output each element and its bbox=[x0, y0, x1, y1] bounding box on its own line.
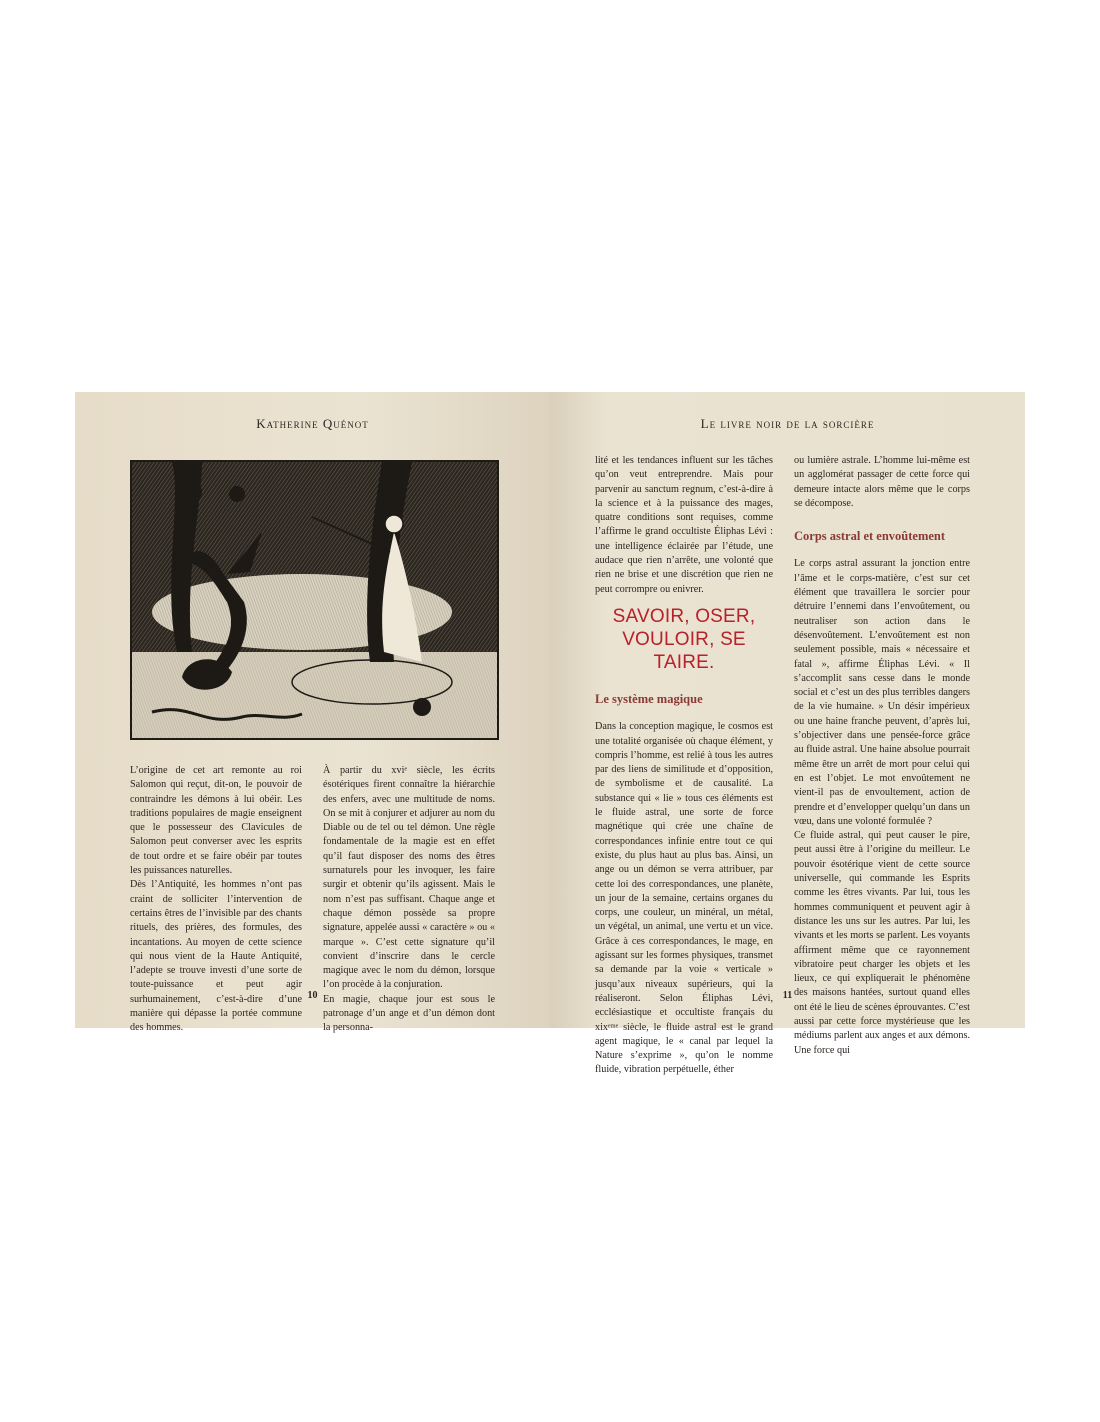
woodcut-witch-demons-icon bbox=[132, 462, 497, 738]
paragraph: ou lumière astrale. L’homme lui-même est un agglomérat passager de cette force qui demeure intacte alors même que le corps se décompose. bbox=[794, 455, 970, 509]
left-page bbox=[75, 392, 550, 1034]
paragraph: Le corps astral assurant la jonction entre l’âme et le corps-matière, c’est sur cet élément que travaillera le sorcier pour détruire l’ennemi dans l’envoûtement, ou neutraliser son action dans le désenvoûtement. L’envoûtement est non seulement possible, mais « nécessaire et fatal », affirme Éliphas Lévi. « Il s’accomplit sans cesse dans le monde social et c’est un des plus terribles dangers de la vie humaine. » Un désir impérieux ou une haine franche peuvent, d’après lui, s’objectiver dans une pensée-force grâce au fluide astral. Une haine absolue pourrait même être un arrêt de mort pour celui qui en est l’objet. Le mot envoûtement ne vient-il pas de envoultement, action de prendre et d’envelopper quelqu’un dans un vœu, dans une volonté formulée ? bbox=[794, 558, 970, 827]
paragraph: lité et les tendances influent sur les tâches qu’on veut entreprendre. Mais pour parvenir au sanctum regnum, c’est-à-dire à la science et à la puissance des mages, quatre conditions sont requises, comme l’affirme le grand occultiste Éliphas Lévi : une intelligence éclairée par l’étude, une audace que rien n’arrête, une volonté que rien ne brise et une discrétion que rien ne peut corrompre ou enivrer. bbox=[595, 455, 773, 595]
page-number-right: 11 bbox=[782, 990, 793, 1001]
woodcut-illustration bbox=[130, 460, 499, 740]
section-heading: Corps astral et envoûtement bbox=[794, 529, 946, 544]
right-column-2 bbox=[794, 454, 970, 1058]
book-spread bbox=[75, 392, 1025, 1076]
paragraph: En magie, chaque jour est sous le patronage d’un ange et d’un démon dont la personna- bbox=[323, 993, 495, 1034]
paragraph: Ce fluide astral, qui peut causer le pire, peut aussi être à l’origine du meilleur. Le pouvoir ésotérique vient de cette source universelle, qui commande les Esprits comme les êtres vivants. Par lui, tous les hommes communiquent et peuvent agir à distance les uns sur les autres. Par lui, les vivants et les morts se parlent. Les voyants affirment même que ce rayonnement vibratoire peut charger les objets et les lieux, ce qui expliquerait le phénomène des maisons hantées, surtout quand elles ont été le lieu de scènes éprouvantes. C’est aussi par cette force mystérieuse que les médiums parlent aux anges et aux démons. Une force qui bbox=[794, 830, 970, 1056]
paragraph: Dès l’Antiquité, les hommes n’ont pas craint de solliciter l’intervention de certains êtres de l’invisible par des chants rituels, des prières, des formules, des incantations. Au moyen de cette science qui nous vient de la Haute Antiquité, l’adepte se trouve investi d’une sorte de toute-puissance et peut agir surhumainement, c’est-à-dire d’une manière qui dépasse la portée commune des hommes. bbox=[130, 879, 302, 1034]
running-head-author: Katherine Quénot bbox=[256, 416, 369, 431]
right-page bbox=[550, 392, 1025, 1076]
right-column-1 bbox=[595, 454, 773, 1078]
paragraph: L’origine de cet art remonte au roi Salomon qui reçut, dit-on, le pouvoir de contraindre les démons à lui obéir. Les traditions populaires de magie enseignent que le possesseur des Clavicules de Salomon peut converser avec les esprits de tout ordre et se faire obéir par toutes les puissances naturelles. bbox=[130, 765, 302, 877]
paragraph: Dans la conception magique, le cosmos est une totalité organisée où chaque élément, y compris l’homme, est relié à tous les autres par des liens de similitude et d’opposition, de symbolisme et de causalité. La substance qui « lie » tous ces éléments est le fluide astral, une sorte de force magnétique qui crée une chaîne de correspondances infinie entre tout ce qui existe, du plus haut au plus bas. Ainsi, un ange ou un démon se verra attribuer, par cette loi des correspondances, une planète, un jour de la semaine, certains organes du corps, une couleur, un minéral, un métal, un végétal, un animal, une vertu et un vice. Grâce à ces correspondances, le mage, en agissant sur les formes physiques, transmet sa demande par la voie « verticale » jusqu’aux niveaux supérieurs, qui la réaliseront. Selon Éliphas Lévi, ecclésiastique et occultiste français du xixᵉᵐᵉ siècle, le fluide astral est le grand agent magique, le « canal par lequel la Nature s’exprime », qu’on le nomme fluide, vibration perpétuelle, éther bbox=[595, 721, 773, 1076]
motto-heading: SAVOIR, OSER, VOULOIR, SE TAIRE. bbox=[612, 605, 756, 673]
section-heading: Le système magique bbox=[595, 691, 703, 706]
paragraph: À partir du xviᵉ siècle, les écrits ésotériques firent connaître la hiérarchie des enfers, avec une multitude de noms. On se mit à conjurer et adjurer au nom du Diable ou de tel ou tel démon. Une règle fondamentale de la magie est en effet qu’il faut disposer des noms des êtres surnaturels pour les invoquer, les faire surgir et obtenir qu’ils agissent. Mais le nom n’est pas suffisant. Chaque ange et chaque démon possède sa propre signature, appelée aussi « caractère » ou « marque ». C’est cette signature qu’il convient d’inscrire dans le cercle magique avec le nom du démon, lorsque l’on procède à la conjuration. bbox=[323, 765, 495, 991]
running-head-title: Le livre noir de la sorcière bbox=[700, 416, 875, 431]
page-number-left: 10 bbox=[307, 990, 318, 1001]
